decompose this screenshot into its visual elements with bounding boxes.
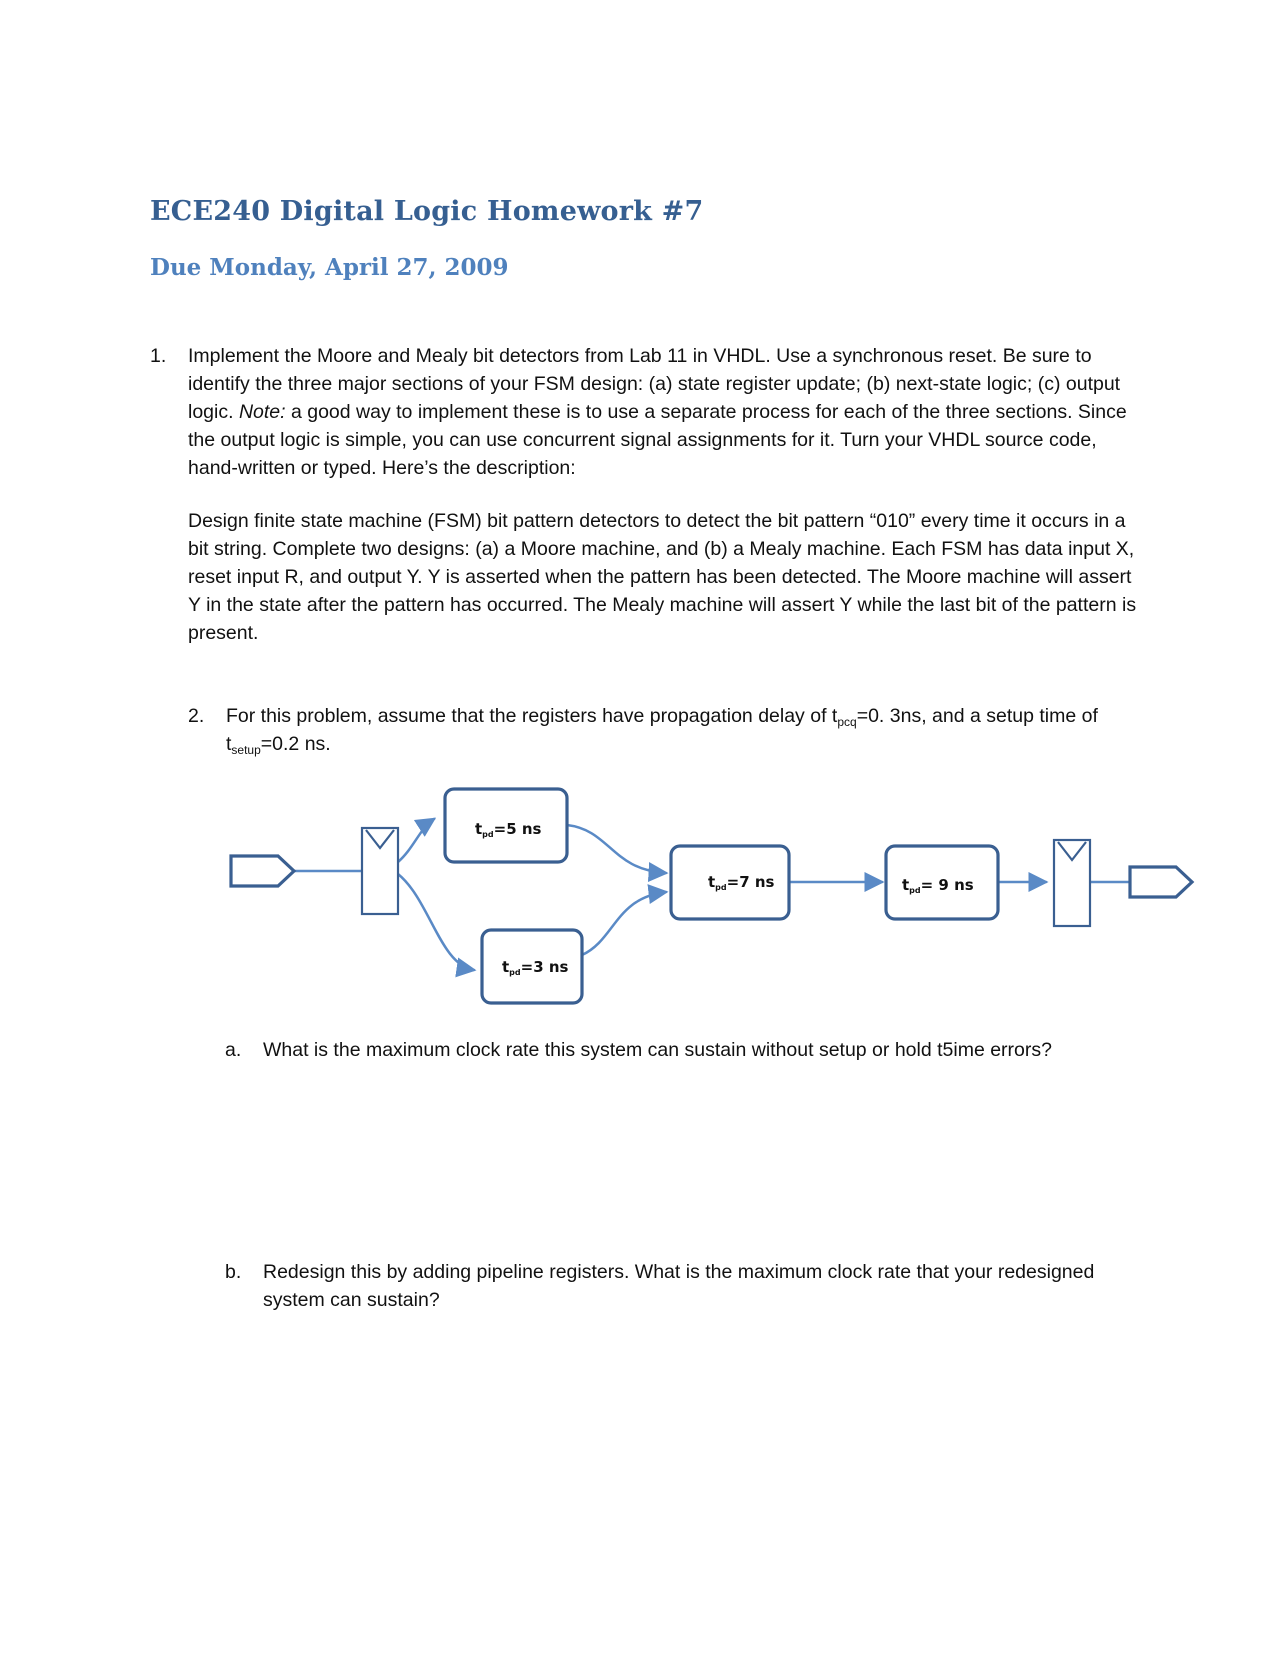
wire-reg-to-5ns: [398, 819, 434, 862]
due-date: Due Monday, April 27, 2009: [150, 254, 509, 281]
question-2-text: For this problem, assume that the registers have propagation delay of $t_{pcq}=0$. 3ns, and a setup time of $t_{setup}=0.2$ ns.: [226, 705, 1098, 757]
logic-block-5ns-label: $t_{pd}=5$ ns: [475, 820, 542, 839]
logic-block-3ns-label: $t_{pd}=3$ ns: [502, 958, 569, 977]
wire-3ns-to-7ns: [582, 892, 666, 955]
question-2b: [225, 1258, 1145, 1314]
question-2-number: 2.: [188, 705, 205, 727]
question-2b-label: b.: [225, 1261, 242, 1283]
question-2a-label: a.: [225, 1039, 242, 1061]
question-2a-text: What is the maximum clock rate this system can sustain without setup or hold t5ime errors?: [263, 1039, 1052, 1061]
question-2b-text: Redesign this by adding pipeline registers. What is the maximum clock rate that your redesigned system can sustain?: [263, 1261, 1095, 1311]
output-port: [1130, 867, 1192, 897]
input-port: [231, 856, 294, 886]
question-1-number: 1.: [150, 345, 167, 367]
logic-block-9ns-label: $t_{pd}= 9$ ns: [902, 876, 974, 895]
wire-reg-to-3ns: [398, 874, 474, 970]
question-1-text: Implement the Moore and Mealy bit detectors from Lab 11 in VHDL. Use a synchronous reset. Be sure to identify the three major sections of your FSM design: (a) state register update; (b) next-state logic; (c) output logic. Note: a good way to implement these is to use a separate process for each of the three sections. Since the output logic is simple, you can use concurrent signal assignments for it. Turn your VHDL source code, hand-written or typed. Here’s the description:: [188, 345, 1127, 479]
fsm-description: Design finite state machine (FSM) bit pattern detectors to detect the bit pattern “010” every time it occurs in a bit string. Complete two designs: (a) a Moore machine, and (b) a Mealy machine. Each FSM has data input X, reset input R, and output Y. Y is asserted when the pattern has been detected. The Moore machine will assert Y in the state after the pattern has occurred. The Mealy machine will assert Y while the last bit of the pattern is present.: [188, 510, 1137, 644]
note-label: Note:: [238, 401, 286, 423]
question-2a: [225, 1036, 1225, 1064]
wire-5ns-to-7ns: [567, 825, 666, 873]
logic-block-7ns-label: $t_{pd}=7$ ns: [708, 873, 775, 892]
document-title: ECE240 Digital Logic Homework #7: [150, 196, 704, 227]
